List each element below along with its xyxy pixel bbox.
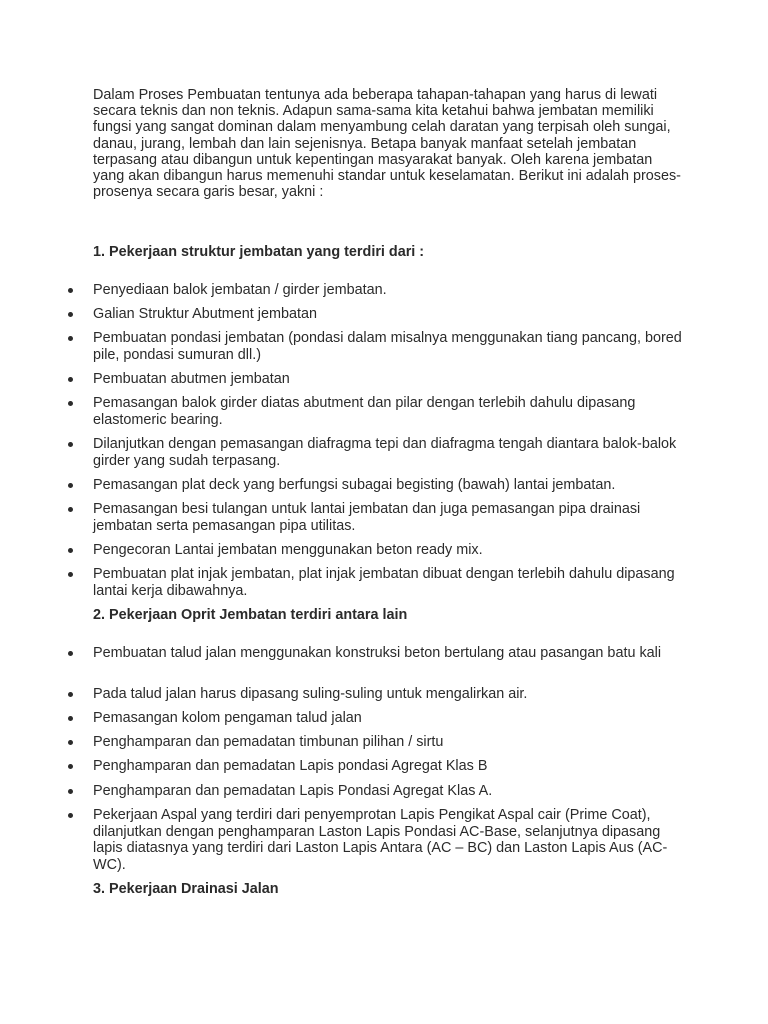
list-item: Pemasangan besi tulangan untuk lantai jembatan dan juga pemasangan pipa drainasi jembatan serta pemasangan pipa utilitas. (0, 501, 683, 534)
bullet-icon (68, 483, 73, 488)
list-item: Penghamparan dan pemadatan Lapis pondasi Agregat Klas B (0, 758, 683, 775)
intro-paragraph: Dalam Proses Pembuatan tentunya ada beberapa tahapan-tahapan yang harus di lewati secara teknis dan non teknis. Adapun sama-sama kita ketahui bahwa jembatan memiliki fungsi yang sangat dominan dalam menyambung celah daratan yang terpisah oleh sungai, danau, jurang, lembah dan lain sejenisnya. Betapa banyak manfaat setelah jembatan terpasang atau dibangun untuk kepentingan masyarakat banyak. Oleh karena jembatan yang akan dibangun harus memenuhi standar untuk keselamatan. Berikut ini adalah proses-prosenya secara garis besar, yakni : (93, 87, 681, 201)
bullet-icon (68, 572, 73, 577)
bullet-icon (68, 507, 73, 512)
list-item: Pekerjaan Aspal yang terdiri dari penyemprotan Lapis Pengikat Aspal cair (Prime Coat), dilanjutkan dengan penghamparan Laston Lapis Pondasi AC-Base, selanjutnya dipasang lapis diatasnya yang terdiri dari Laston Lapis Antara (AC – BC) dan Laston Lapis Aus (AC-WC). (0, 807, 683, 873)
list-item: Pembuatan pondasi jembatan (pondasi dalam misalnya menggunakan tiang pancang, bored pile, pondasi sumuran dll.) (0, 330, 683, 363)
list-item: Galian Struktur Abutment jembatan (0, 306, 683, 323)
list-item: Pengecoran Lantai jembatan menggunakan beton ready mix. (0, 542, 683, 559)
bullet-icon (68, 312, 73, 317)
list-item: Pemasangan kolom pengaman talud jalan (0, 710, 683, 727)
list-item: Pada talud jalan harus dipasang suling-suling untuk mengalirkan air. (0, 686, 683, 703)
list-item: Dilanjutkan dengan pemasangan diafragma tepi dan diafragma tengah diantara balok-balok girder yang sudah terpasang. (0, 436, 683, 469)
bullet-icon (68, 764, 73, 769)
bullet-icon (68, 651, 73, 656)
bullet-icon (68, 442, 73, 447)
bullet-icon (68, 716, 73, 721)
list-item: Pembuatan talud jalan menggunakan konstruksi beton bertulang atau pasangan batu kali (0, 645, 683, 662)
list-item: Pemasangan balok girder diatas abutment dan pilar dengan terlebih dahulu dipasang elastomeric bearing. (0, 395, 683, 428)
list-item: Pembuatan plat injak jembatan, plat injak jembatan dibuat dengan terlebih dahulu dipasang lantai kerja dibawahnya. (0, 566, 683, 599)
list-item: Penghamparan dan pemadatan Lapis Pondasi Agregat Klas A. (0, 783, 683, 800)
bullet-icon (68, 336, 73, 341)
list-item: Pemasangan plat deck yang berfungsi subagai begisting (bawah) lantai jembatan. (0, 477, 683, 494)
section-1-heading: 1. Pekerjaan struktur jembatan yang terdiri dari : (93, 244, 425, 260)
section-3-heading: 3. Pekerjaan Drainasi Jalan (93, 881, 279, 897)
bullet-icon (68, 401, 73, 406)
bullet-icon (68, 740, 73, 745)
list-item: Penghamparan dan pemadatan timbunan pilihan / sirtu (0, 734, 683, 751)
list-item: Penyediaan balok jembatan / girder jembatan. (0, 282, 683, 299)
bullet-icon (68, 813, 73, 818)
bullet-icon (68, 789, 73, 794)
bullet-icon (68, 692, 73, 697)
bullet-icon (68, 377, 73, 382)
bullet-icon (68, 288, 73, 293)
list-item: Pembuatan abutmen jembatan (0, 371, 683, 388)
bullet-icon (68, 548, 73, 553)
section-2-heading: 2. Pekerjaan Oprit Jembatan terdiri antara lain (93, 607, 408, 623)
